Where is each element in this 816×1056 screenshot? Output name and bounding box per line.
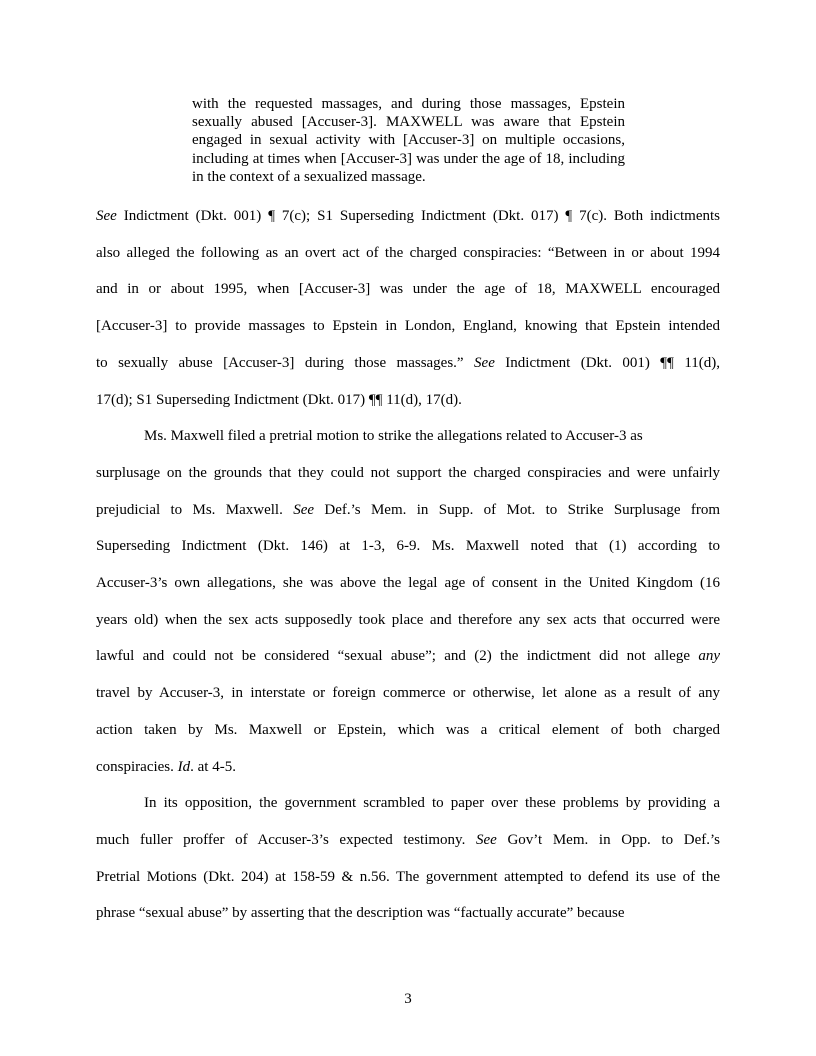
line-text: Ms. Maxwell filed a pretrial motion to strike the allegations related to Accuser-3 as <box>144 428 643 445</box>
body-line <box>96 611 720 629</box>
line-text: Def.’s Mem. in Supp. of Mot. to Strike Surplusage from <box>314 501 720 518</box>
body-line <box>96 354 720 372</box>
body-line <box>96 684 720 702</box>
line-text: [Accuser-3] to provide massages to Epstein in London, England, knowing that Epstein intended <box>96 318 720 335</box>
page-number: 3 <box>404 991 412 1007</box>
body-line <box>96 244 720 262</box>
line-text: lawful and could not be considered “sexual abuse”; and (2) the indictment did not allege <box>96 648 699 665</box>
body-line <box>96 574 720 592</box>
line-text: In its opposition, the government scrambled to paper over these problems by providing a <box>144 795 720 812</box>
line-text: phrase “sexual abuse” by asserting that the description was “factually accurate” because <box>96 905 625 922</box>
italic-text: See <box>474 354 495 371</box>
line-text: also alleged the following as an overt act of the charged conspiracies: “Between in or about 1994 <box>96 244 720 261</box>
body-line <box>96 647 720 665</box>
body-line <box>96 464 720 482</box>
italic-text: See <box>293 501 315 518</box>
line-text: years old) when the sex acts supposedly took place and therefore any sex acts that occurred were <box>96 611 720 628</box>
body-line <box>144 427 720 445</box>
line-text: Gov’t Mem. in Opp. to Def.’s <box>496 831 721 848</box>
line-text: prejudicial to Ms. Maxwell. <box>96 501 294 518</box>
italic-text: See <box>475 831 497 848</box>
line-text: . at 4-5. <box>190 758 236 775</box>
line-text: Pretrial Motions (Dkt. 204) at 158-59 & n.56. The government attempted to defend its use of the <box>96 868 720 885</box>
body-line <box>96 280 720 298</box>
line-text: Indictment (Dkt. 001) ¶¶ 11(d), <box>494 354 720 371</box>
line-text: conspiracies. <box>96 758 178 775</box>
line-text: much fuller proffer of Accuser-3’s expected testimony. <box>96 831 476 848</box>
body-line <box>96 207 720 225</box>
line-text: Indictment (Dkt. 001) ¶ 7(c); S1 Superseding Indictment (Dkt. 017) ¶ 7(c). Both indictments <box>116 208 720 224</box>
line-text: action taken by Ms. Maxwell or Epstein, which was a critical element of both charged <box>96 721 720 738</box>
body-line <box>96 501 720 519</box>
line-text: Accuser-3’s own allegations, she was above the legal age of consent in the United Kingdom (16 <box>96 575 720 591</box>
italic-text: Id <box>177 758 191 775</box>
body-line <box>96 831 720 849</box>
body-line <box>96 868 720 886</box>
body-line <box>96 904 720 922</box>
block-quote <box>192 95 625 186</box>
line-text: to sexually abuse [Accuser-3] during those massages.” <box>96 354 475 371</box>
body-line <box>96 391 720 409</box>
body-line <box>144 794 720 812</box>
body-line <box>96 721 720 739</box>
line-text: travel by Accuser-3, in interstate or foreign commerce or otherwise, let alone as a result of any <box>96 685 720 702</box>
italic-text: any <box>698 648 720 665</box>
line-text: 17(d); S1 Superseding Indictment (Dkt. 017) ¶¶ 11(d), 17(d). <box>96 391 462 408</box>
line-text: and in or about 1995, when [Accuser-3] was under the age of 18, MAXWELL encouraged <box>96 281 720 298</box>
line-text: surplusage on the grounds that they could not support the charged conspiracies and were unfairly <box>96 464 720 481</box>
body-line <box>96 537 720 555</box>
italic-text: See <box>96 208 117 224</box>
body-line <box>96 758 720 776</box>
block-quote-text: with the requested massages, and during those massages, Epstein sexually abused [Accuser-3]. MAXWELL was aware that Epstein engaged in sexual activity with [Accuser-3] on multiple occasions, including at times when [Accuser-3] was under the age of 18, including in the context of a sexualized massage. <box>192 96 625 185</box>
body-line <box>96 317 720 335</box>
line-text: Superseding Indictment (Dkt. 146) at 1-3, 6-9. Ms. Maxwell noted that (1) according to <box>96 538 720 555</box>
